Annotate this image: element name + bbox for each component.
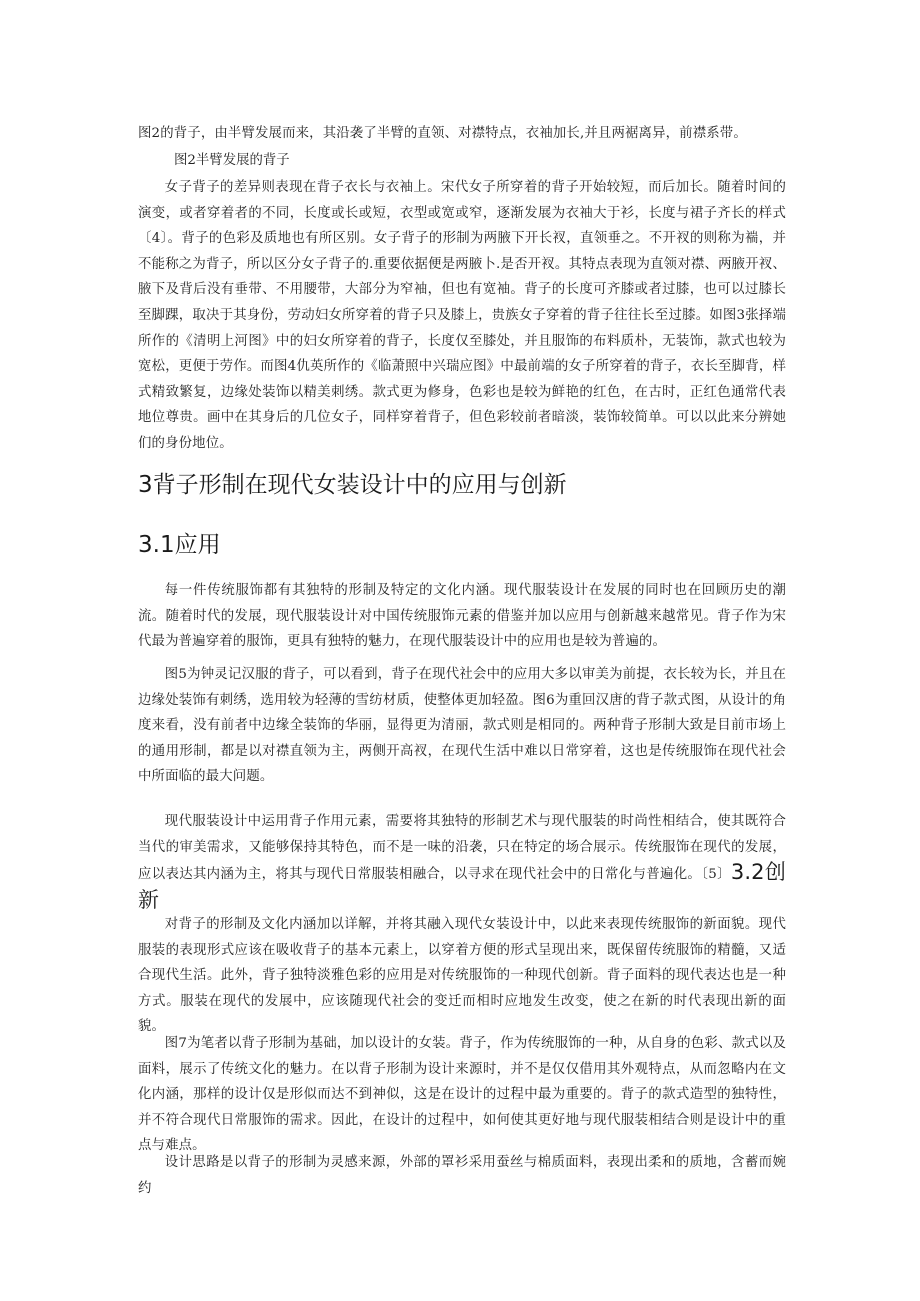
paragraph-innovation-1: 对背子的形制及文化内涵加以详解，并将其融入现代女装设计中，以此来表现传统服饰的新面貌。现代服装的表现形式应该在吸收背子的基本元素上，以穿着方便的形式呈现出来，既保留传统服饰的精髓，又适合现代生活。此外，背子独特淡雅色彩的应用是对传统服饰的一种现代创新。背子面料的现代表达也是一种方式。服装在现代的发展中，应该随现代社会的变迁而相时应地发生改变，使之在新的时代表现出新的面貌。 [138,917,786,1035]
paragraph-apply-1: 每一件传统服饰都有其独特的形制及特定的文化内涵。现代服装设计在发展的同时也在回顾历史的潮流。随着时代的发展，现代服装设计对中国传统服饰元素的借鉴并加以应用与创新越来越常见。背子作为宋代最为普遍穿着的服饰，更具有独特的魅力，在现代服装设计中的应用也是较为普遍的。 [138,583,786,650]
section-3-heading: 3背子形制在现代女装设计中的应用与创新 [138,472,567,498]
paragraph-innovation-2: 图7为笔者以背子形制为基础，加以设计的女装。背子，作为传统服饰的一种，从自身的色彩、款式以及面料，展示了传统文化的魅力。在以背子形制为设计来源时，并不是仅仅借用其外观特点，从而忽略内在文化内涵，那样的设计仅是形似而达不到神似，这是在设计的过程中最为重要的。背子的款式造型的独特性，并不符合现代日常服饰的需求。因此，在设计的过程中，如何使其更好地与现代服装相结合则是设计中的重点与难点。 [138,1036,786,1154]
paragraph-apply-3-text: 现代服装设计中运用背子作用元素，需要将其独特的形制艺术与现代服装的时尚性相结合，使其既符合当代的审美需求，又能够保持其特色，而不是一味的沿袭，只在特定的场合展示。传统服饰在现代的发展，应以表达其内涵为主，将其与现代日常服装相融合，以寻求在现代社会中的日常化与普遍化。〔5〕 [138,814,786,883]
paragraph-innovation-3: 设计思路是以背子的形制为灵感来源，外部的罩衫采用蚕丝与棉质面料，表现出柔和的质地，含蓄而婉约 [138,1155,786,1196]
section-3-2-heading: 3.2创新 [138,860,787,912]
figure-2-caption: 图2半臂发展的背子 [174,153,290,168]
paragraph-fig2-intro: 图2的背子，由半臂发展而来，其沿袭了半臂的直领、对襟特点，衣袖加长,并且两裾离异，前襟系带。 [138,126,747,141]
paragraph-apply-3 [138,809,786,915]
paragraph-apply-2: 图5为钟灵记汉服的背子，可以看到，背子在现代社会中的应用大多以审美为前提，衣长较为长，并且在边缘处装饰有刺绣，选用较为轻薄的雪纺材质，使整体更加轻盈。图6为重回汉唐的背子款式图，从设计的角度来看，没有前者中边缘全装饰的华丽，显得更为清丽，款式则是相同的。两种背子形制大致是目前市场上的通用形制，都是以对襟直领为主，两侧开高衩，在现代生活中难以日常穿着，这也是传统服饰在现代社会中所面临的最大问题。 [138,667,786,785]
section-3-1-heading: 3.1应用 [138,532,221,558]
paragraph-women-difference: 女子背子的差异则表现在背子衣长与衣袖上。宋代女子所穿着的背子开始较短，而后加长。随着时间的演变，或者穿着者的不同，长度或长或短，衣型或宽或窄，逐渐发展为衣袖大于衫，长度与裙子齐长的样式〔4〕。背子的色彩及质地也有所区别。女子背子的形制为两腋下开长衩，直领垂之。不开衩的则称为褍，并不能称之为背子，所以区分女子背子的.重要依据便是两腋卜.是否开衩。其特点表现为直领对襟、两腋开衩、腋下及背后没有垂带、不用腰带，大部分为窄袖，但也有宽袖。背子的长度可齐膝或者过膝，也可以过膝长至脚踝，取决于其身份，劳动妇女所穿着的背子只及膝上，贵族女子穿着的背子往往长至过膝。如图3张择端所作的《清明上河图》中的妇女所穿着的背子，长度仅至膝处，并且服饰的布料质朴，无装饰，款式也较为宽松，更便于劳作。而图4仇英所作的《临萧照中兴瑞应图》中最前端的女子所穿着的背子，衣长至脚背，样式精致繁复，边缘处装饰以精美刺绣。款式更为修身，色彩也是较为鲜艳的红色，在古时，正红色通常代表地位尊贵。画中在其身后的几位女子，同样穿着背子，但色彩较前者暗淡，装饰较简单。可以以此来分辨她们的身份地位。 [138,180,786,451]
